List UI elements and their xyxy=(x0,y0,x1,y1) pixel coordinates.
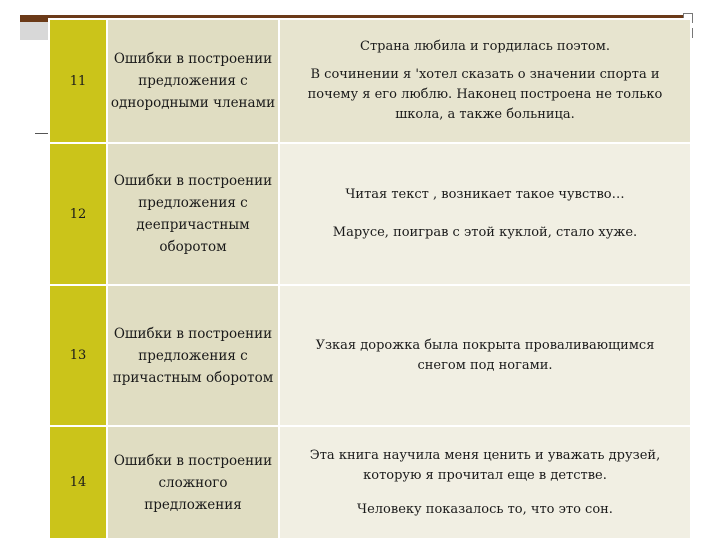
error-type-cell xyxy=(107,19,279,143)
error-type-cell xyxy=(107,285,279,426)
error-type-line: Ошибки в построении xyxy=(113,173,273,189)
table-row xyxy=(49,19,691,143)
error-type-line: предложения с xyxy=(138,347,248,364)
table-row xyxy=(49,143,691,285)
error-type-line: однородными членами xyxy=(110,95,276,111)
error-type-line: оборотом xyxy=(159,239,227,255)
example-line: Читая текст , возникает такое чувство… xyxy=(345,187,625,202)
example-cell xyxy=(279,285,691,426)
row-number: 11 xyxy=(49,19,107,143)
error-type-line: деепричастным xyxy=(136,217,250,233)
example-line: почему я его люблю. Наконец построена не только xyxy=(307,87,663,102)
error-type-line: предложения с xyxy=(138,195,248,211)
error-type-line: предложения с xyxy=(138,73,248,89)
table-row xyxy=(49,426,691,539)
example-cell xyxy=(279,19,691,143)
example-cell xyxy=(279,143,691,285)
error-types-table xyxy=(48,18,692,540)
slide-margin-line xyxy=(35,133,49,134)
error-type-line: Ошибки в построении xyxy=(113,51,273,67)
error-type-cell xyxy=(107,426,279,539)
example-line: Эта книга научила меня ценить и уважать друзей, xyxy=(309,447,661,463)
row-number: 14 xyxy=(49,426,107,539)
error-type-line: Ошибки в построении xyxy=(113,452,273,469)
example-cell xyxy=(279,426,691,539)
example-line: Страна любила и гордилась поэтом. xyxy=(360,39,610,54)
example-line: Узкая дорожка была покрыта проваливающимся xyxy=(315,337,655,353)
example-line: которую я прочитал еще в детстве. xyxy=(363,467,607,483)
example-line: Марусе, поиграв с этой куклой, стало хуже. xyxy=(332,225,638,240)
example-line: В сочинении я 'хотел сказать о значении спорта и xyxy=(310,67,660,82)
example-line: Человеку показалось то, что это сон. xyxy=(357,501,613,517)
error-type-line: сложного предложения xyxy=(144,474,242,513)
error-type-line: Ошибки в построении xyxy=(113,325,273,342)
error-type-line: причастным оборотом xyxy=(112,369,274,386)
example-line: школа, а также больница. xyxy=(395,107,575,122)
error-type-cell xyxy=(107,143,279,285)
table-row xyxy=(49,285,691,426)
example-line: снегом под ногами. xyxy=(417,357,553,373)
row-number: 13 xyxy=(49,285,107,426)
row-number: 12 xyxy=(49,143,107,285)
